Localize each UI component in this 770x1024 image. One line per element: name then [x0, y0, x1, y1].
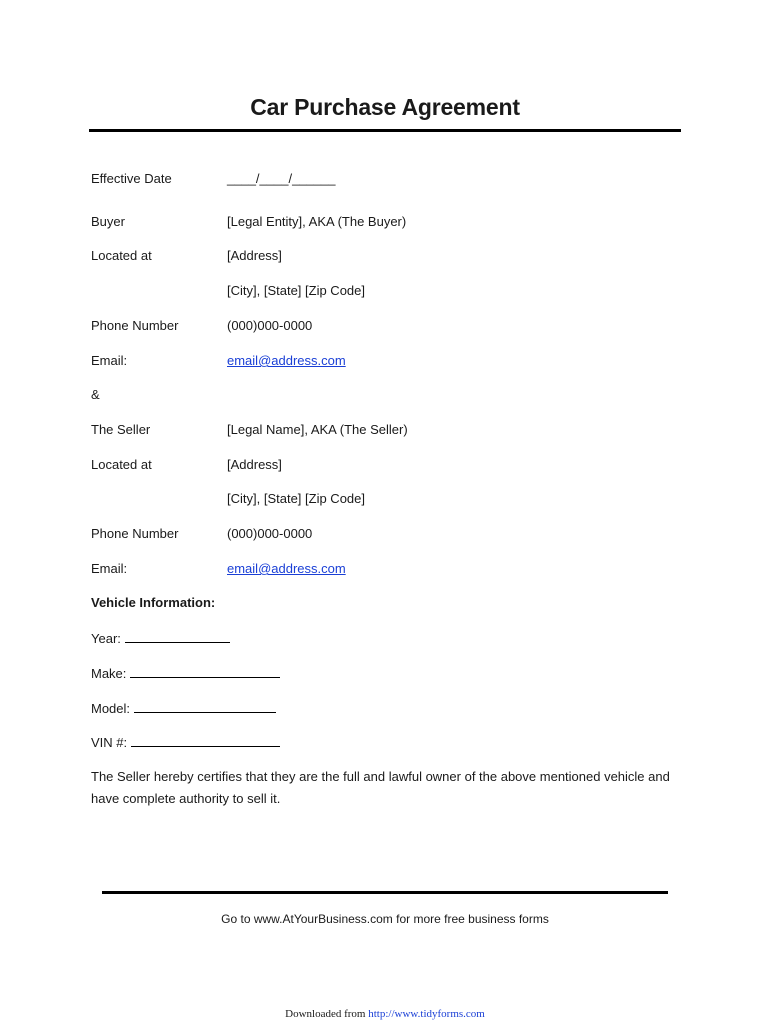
- year-label: Year:: [91, 631, 121, 646]
- buyer-email-label: Email:: [91, 353, 128, 368]
- vin-blank[interactable]: [131, 733, 280, 747]
- buyer-phone-label: Phone Number: [91, 318, 179, 333]
- buyer-city-state-zip: [City], [State] [Zip Code]: [227, 283, 365, 298]
- seller-label: The Seller: [91, 422, 151, 437]
- seller-address: [Address]: [227, 457, 282, 472]
- model-label: Model:: [91, 701, 131, 716]
- downloaded-from: [0, 1008, 770, 1020]
- seller-email-label: Email:: [91, 561, 128, 576]
- seller-located-label: Located at: [91, 457, 152, 472]
- buyer-located-label: Located at: [91, 248, 152, 263]
- model-row: [91, 699, 276, 717]
- model-blank[interactable]: [134, 699, 276, 713]
- seller-city-state-zip: [City], [State] [Zip Code]: [227, 491, 365, 506]
- footer-text: Go to www.AtYourBusiness.com for more free business forms: [221, 912, 549, 926]
- year-blank[interactable]: [125, 629, 230, 643]
- make-blank[interactable]: [130, 664, 280, 678]
- make-row: [91, 664, 280, 682]
- page-title: Car Purchase Agreement: [250, 94, 520, 120]
- vin-row: [91, 733, 280, 751]
- title-divider: [89, 129, 681, 132]
- buyer-label: Buyer: [91, 214, 125, 229]
- downloaded-prefix: Downloaded from: [285, 1008, 369, 1020]
- effective-date-label: Effective Date: [91, 171, 172, 186]
- vehicle-heading: Vehicle Information:: [91, 595, 216, 610]
- ampersand: &: [91, 387, 100, 402]
- make-label: Make:: [91, 666, 127, 681]
- year-row: [91, 629, 230, 647]
- vin-label: VIN #:: [91, 735, 128, 750]
- tidyforms-link[interactable]: http://www.tidyforms.com: [368, 1008, 485, 1020]
- buyer-value: [Legal Entity], AKA (The Buyer): [227, 214, 407, 229]
- buyer-phone: (000)000-0000: [227, 318, 313, 333]
- certification-paragraph: The Seller hereby certifies that they are the full and lawful owner of the above mentioned vehicle and have complete authority to sell it.: [91, 769, 670, 806]
- buyer-address: [Address]: [227, 248, 282, 263]
- effective-date-value: ____/____/______: [227, 171, 336, 186]
- seller-email-link[interactable]: email@address.com: [227, 561, 346, 576]
- seller-value: [Legal Name], AKA (The Seller): [227, 422, 408, 437]
- buyer-email-link[interactable]: email@address.com: [227, 353, 346, 368]
- seller-phone-label: Phone Number: [91, 526, 179, 541]
- seller-phone: (000)000-0000: [227, 526, 313, 541]
- footer-divider: [102, 891, 668, 894]
